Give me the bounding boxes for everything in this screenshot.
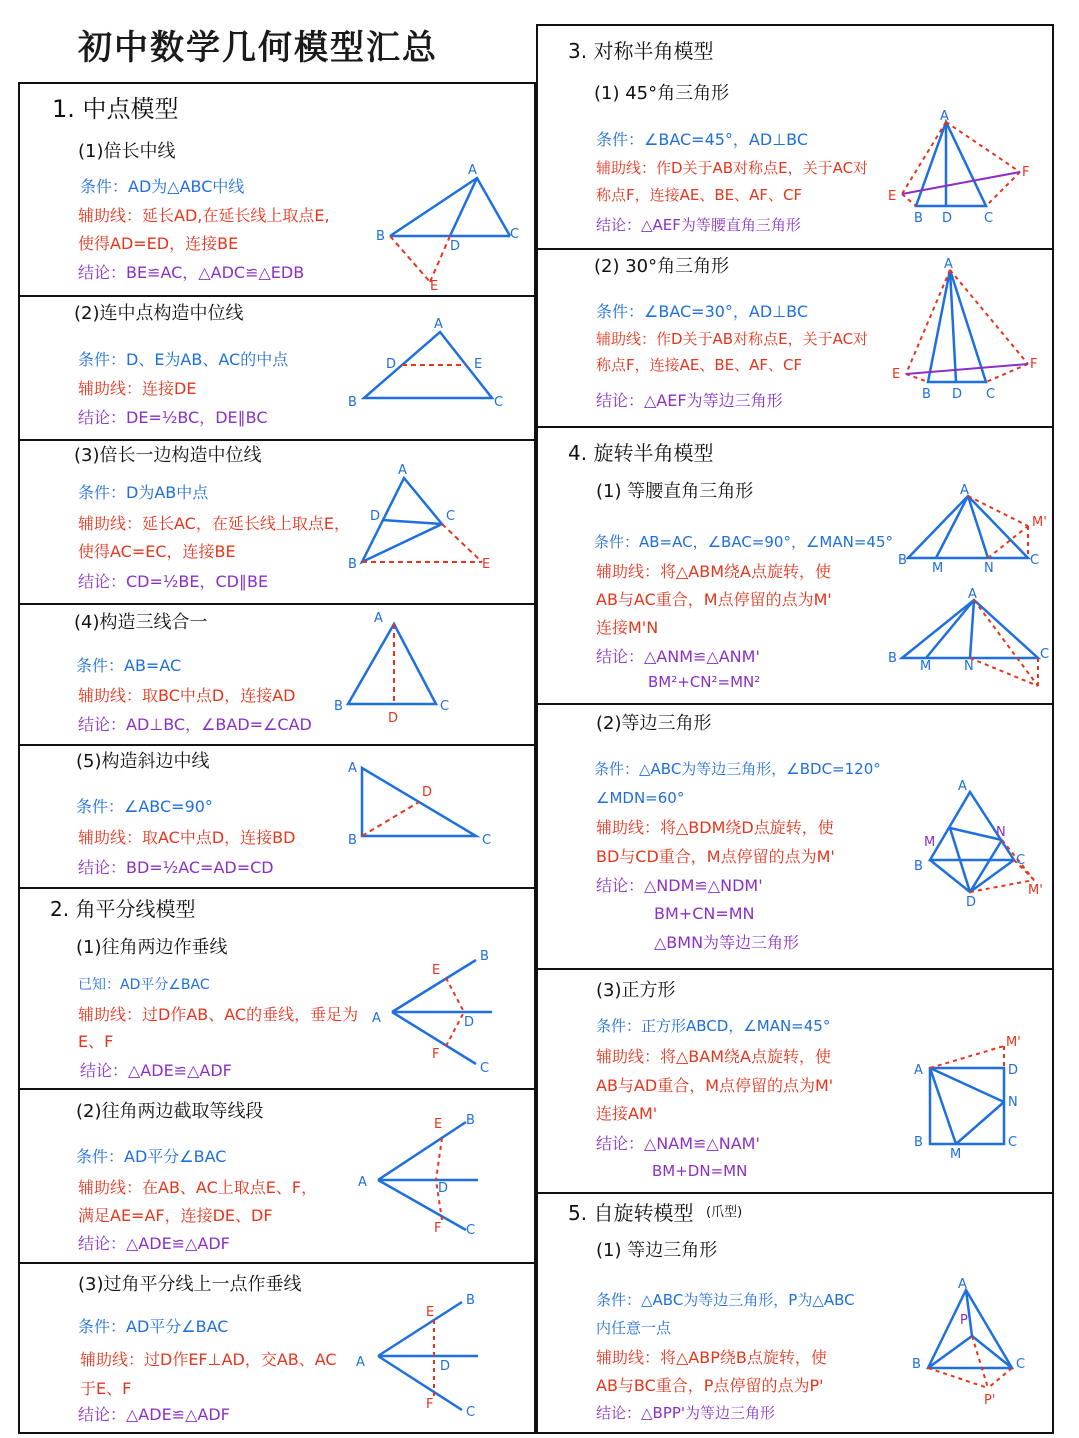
condition-text: 条件：△ABC为等边三角形，∠BDC=120° bbox=[594, 760, 881, 778]
figure-isosceles-median bbox=[332, 608, 462, 728]
aux-line-text: 辅助线：在AB、AC上取点E、F， bbox=[78, 1178, 318, 1197]
section-heading-symmetric: 3. 对称半角模型 bbox=[568, 39, 714, 63]
svg-text:B: B bbox=[898, 553, 907, 568]
aux-line-text: 辅助线：取BC中点D，连接AD bbox=[78, 686, 296, 705]
figure-angle-equal-segments bbox=[350, 1106, 490, 1246]
aux-line-text: 辅助线：将△ABM绕A点旋转，使 bbox=[596, 562, 831, 581]
svg-text:F: F bbox=[1022, 165, 1030, 180]
aux-line-text: 于E、F bbox=[80, 1379, 132, 1398]
svg-text:E: E bbox=[482, 557, 491, 572]
svg-text:D: D bbox=[464, 1015, 475, 1030]
condition-text: 内任意一点 bbox=[596, 1319, 672, 1337]
condition-text: 条件：AB=AC bbox=[76, 656, 182, 675]
svg-text:E: E bbox=[430, 279, 439, 294]
aux-line-text: 满足AE=AF，连接DE、DF bbox=[78, 1206, 273, 1225]
svg-text:E: E bbox=[434, 1117, 443, 1132]
svg-text:F: F bbox=[432, 1047, 440, 1062]
conclusion-text: 结论：△ANM≌△ANM' bbox=[596, 647, 760, 666]
aux-line-text: 辅助线：过D作AB、AC的垂线，垂足为 bbox=[78, 1005, 359, 1024]
condition-text: ∠MDN=60° bbox=[596, 789, 685, 807]
aux-line-text: 使得AC=EC，连接BE bbox=[78, 542, 236, 561]
svg-text:C: C bbox=[482, 833, 492, 848]
subheading: (5)构造斜边中线 bbox=[76, 751, 210, 772]
condition-text: 条件：AD平分∠BAC bbox=[78, 1317, 229, 1336]
svg-text:A: A bbox=[958, 779, 967, 794]
svg-text:F: F bbox=[426, 1397, 434, 1412]
aux-line-text: 辅助线：取AC中点D，连接BD bbox=[78, 828, 296, 847]
aux-line-text: AB与BC重合，P点停留的点为P' bbox=[596, 1376, 824, 1395]
conclusion-text: 结论：BE≌AC，△ADC≌△EDB bbox=[78, 263, 305, 282]
figure-rotate-isosceles-right bbox=[888, 480, 1058, 680]
svg-text:B: B bbox=[914, 1135, 923, 1150]
svg-text:M': M' bbox=[1032, 515, 1047, 530]
svg-text:C: C bbox=[1040, 647, 1050, 662]
svg-text:C: C bbox=[440, 699, 450, 714]
subheading: (1) 等腰直角三角形 bbox=[596, 481, 754, 502]
figure-symmetric-30 bbox=[888, 257, 1048, 402]
svg-text:E: E bbox=[432, 963, 441, 978]
aux-line-text: 辅助线：过D作EF⊥AD，交AB、AC bbox=[80, 1350, 337, 1369]
svg-text:D: D bbox=[386, 357, 397, 372]
svg-text:C: C bbox=[1030, 553, 1040, 568]
svg-text:B: B bbox=[480, 949, 489, 964]
aux-line-text: 称点F，连接AE、BE、AF、CF bbox=[596, 186, 803, 204]
conclusion-text: 结论：△NAM≌△NAM' bbox=[596, 1134, 760, 1153]
aux-line-text: 辅助线：将△BAM绕A点旋转，使 bbox=[596, 1047, 831, 1066]
svg-text:C: C bbox=[494, 395, 504, 410]
condition-text: 已知：AD平分∠BAC bbox=[78, 977, 210, 993]
subheading: (1)往角两边作垂线 bbox=[76, 937, 228, 958]
subheading: (2)等边三角形 bbox=[596, 713, 712, 734]
svg-text:N: N bbox=[984, 561, 994, 576]
svg-text:B: B bbox=[888, 651, 897, 666]
svg-text:C: C bbox=[446, 509, 456, 524]
conclusion-text: 结论：△AEF为等边三角形 bbox=[596, 391, 783, 410]
aux-line-text: 辅助线：将△BDM绕D点旋转，使 bbox=[596, 818, 834, 837]
svg-text:D: D bbox=[952, 387, 963, 402]
aux-line-text: 连接M'N bbox=[596, 618, 659, 637]
conclusion-text: △BMN为等边三角形 bbox=[654, 933, 800, 952]
aux-line-text: AB与AD重合，M点停留的点为M' bbox=[596, 1076, 834, 1095]
svg-text:C: C bbox=[984, 211, 994, 226]
condition-text: 条件：AD为△ABC中线 bbox=[80, 177, 245, 196]
conclusion-text: 结论：BD=½AC=AD=CD bbox=[78, 858, 274, 877]
figure-mid-line bbox=[344, 310, 504, 420]
section-heading-bisector: 2. 角平分线模型 bbox=[50, 897, 196, 921]
conclusion-text: 结论：CD=½BE，CD∥BE bbox=[78, 572, 269, 591]
svg-text:C: C bbox=[1016, 1357, 1026, 1372]
figure-rotate-equilateral bbox=[910, 780, 1060, 920]
svg-text:B: B bbox=[348, 833, 357, 848]
svg-text:N: N bbox=[996, 825, 1006, 840]
aux-line-text: BD与CD重合，M点停留的点为M' bbox=[596, 847, 835, 866]
conclusion-text: 结论：△NDM≌△NDM' bbox=[596, 876, 763, 895]
figure-hypotenuse-median bbox=[344, 756, 504, 856]
svg-text:D: D bbox=[388, 711, 399, 726]
condition-text: 条件：正方形ABCD，∠MAN=45° bbox=[596, 1017, 831, 1035]
figure-extend-side bbox=[344, 458, 514, 578]
svg-text:C: C bbox=[466, 1405, 476, 1420]
section-heading-rotate: 4. 旋转半角模型 bbox=[568, 441, 714, 465]
svg-text:D: D bbox=[440, 1359, 451, 1374]
svg-text:A: A bbox=[944, 257, 953, 272]
svg-text:A: A bbox=[348, 761, 357, 776]
svg-text:D: D bbox=[438, 1181, 449, 1196]
svg-text:B: B bbox=[912, 1357, 921, 1372]
svg-text:B: B bbox=[914, 859, 923, 874]
svg-text:P: P bbox=[960, 1313, 968, 1328]
subheading: (3)正方形 bbox=[596, 980, 676, 1001]
subheading: (1) 45°角三角形 bbox=[594, 83, 730, 104]
svg-text:B: B bbox=[466, 1113, 475, 1128]
section-heading-midpoint: 1. 中点模型 bbox=[52, 95, 179, 123]
svg-text:B: B bbox=[348, 557, 357, 572]
conclusion-text: 结论：DE=½BC，DE∥BC bbox=[78, 408, 268, 427]
section-heading-self-rotate: 5. 自旋转模型 bbox=[568, 1201, 694, 1225]
condition-text: 条件：∠BAC=30°，AD⊥BC bbox=[596, 302, 808, 321]
svg-text:P': P' bbox=[984, 1393, 996, 1408]
condition-text: 条件：D为AB中点 bbox=[78, 483, 209, 502]
subheading: (1)倍长中线 bbox=[78, 141, 176, 162]
conclusion-text: BM+DN=MN bbox=[652, 1162, 748, 1180]
conclusion-text: 结论：△ADE≌△ADF bbox=[78, 1405, 230, 1424]
aux-line-text: 辅助线：作D关于AB对称点E，关于AC对 bbox=[596, 330, 869, 348]
svg-text:A: A bbox=[398, 463, 407, 478]
figure-symmetric-45 bbox=[888, 108, 1048, 238]
subheading: (3)过角平分线上一点作垂线 bbox=[78, 1274, 302, 1295]
svg-text:C: C bbox=[466, 1223, 476, 1238]
svg-text:C: C bbox=[480, 1061, 490, 1076]
svg-text:N: N bbox=[1008, 1095, 1018, 1110]
conclusion-text: BM+CN=MN bbox=[654, 904, 755, 923]
aux-line-text: 辅助线：作D关于AB对称点E，关于AC对 bbox=[596, 159, 869, 177]
svg-text:E: E bbox=[892, 367, 901, 382]
svg-text:A: A bbox=[356, 1355, 365, 1370]
svg-text:A: A bbox=[940, 109, 949, 124]
conclusion-text: 结论：△ADE≌△ADF bbox=[78, 1234, 230, 1253]
svg-text:E: E bbox=[426, 1305, 435, 1320]
subheading: (4)构造三线合一 bbox=[74, 612, 208, 633]
svg-text:M': M' bbox=[1006, 1035, 1021, 1050]
aux-line-text: 辅助线：将△ABP绕B点旋转，使 bbox=[596, 1348, 827, 1367]
conclusion-text: 结论：△AEF为等腰直角三角形 bbox=[596, 216, 801, 234]
svg-text:B: B bbox=[334, 699, 343, 714]
aux-line-text: AB与AC重合，M点停留的点为M' bbox=[596, 590, 832, 609]
svg-text:A: A bbox=[968, 587, 977, 602]
svg-text:B: B bbox=[376, 229, 385, 244]
aux-line-text: 辅助线：延长AC，在延长线上取点E， bbox=[78, 514, 350, 533]
subheading: (2)连中点构造中位线 bbox=[74, 303, 244, 324]
svg-text:A: A bbox=[358, 1175, 367, 1190]
subheading: (2)往角两边截取等线段 bbox=[76, 1101, 264, 1122]
figure-double-median bbox=[372, 156, 532, 296]
aux-line-text: 称点F，连接AE、BE、AF、CF bbox=[596, 356, 803, 374]
svg-text:B: B bbox=[914, 211, 923, 226]
condition-text: 条件：△ABC为等边三角形，P为△ABC bbox=[596, 1291, 855, 1309]
svg-text:D: D bbox=[966, 895, 977, 910]
svg-text:D: D bbox=[1008, 1063, 1019, 1078]
svg-text:B: B bbox=[466, 1293, 475, 1308]
svg-text:D: D bbox=[422, 785, 433, 800]
aux-line-text: 辅助线：延长AD,在延长线上取点E, bbox=[78, 206, 330, 225]
svg-text:A: A bbox=[372, 1011, 381, 1026]
svg-text:M': M' bbox=[1028, 883, 1043, 898]
svg-text:M: M bbox=[950, 1147, 962, 1162]
svg-text:E: E bbox=[888, 189, 897, 204]
subheading: (2) 30°角三角形 bbox=[594, 256, 730, 277]
condition-text: 条件：∠BAC=45°，AD⊥BC bbox=[596, 130, 808, 149]
conclusion-text: BM²+CN²=MN² bbox=[648, 673, 761, 691]
svg-text:A: A bbox=[468, 163, 477, 178]
figure-self-rotate-equilateral bbox=[908, 1270, 1048, 1410]
condition-text: 条件：AD平分∠BAC bbox=[76, 1147, 227, 1166]
svg-text:N: N bbox=[964, 659, 974, 674]
svg-text:A: A bbox=[960, 483, 969, 498]
svg-text:B: B bbox=[348, 395, 357, 410]
figure-angle-cross-perpendicular bbox=[350, 1284, 490, 1424]
svg-text:C: C bbox=[1016, 853, 1026, 868]
aux-line-text: 辅助线：连接DE bbox=[78, 379, 197, 398]
svg-text:A: A bbox=[434, 317, 443, 332]
conclusion-text: 结论：△ADE≌△ADF bbox=[80, 1061, 232, 1080]
svg-text:C: C bbox=[1008, 1135, 1018, 1150]
svg-text:F: F bbox=[1030, 357, 1038, 372]
condition-text: 条件：D、E为AB、AC的中点 bbox=[78, 350, 289, 369]
svg-text:M: M bbox=[924, 835, 936, 850]
svg-text:D: D bbox=[450, 239, 461, 254]
conclusion-text: 结论：△BPP'为等边三角形 bbox=[596, 1404, 776, 1422]
condition-text: 条件：AB=AC，∠BAC=90°，∠MAN=45° bbox=[594, 533, 893, 551]
svg-text:C: C bbox=[510, 227, 520, 242]
svg-text:C: C bbox=[986, 387, 996, 402]
svg-text:A: A bbox=[914, 1063, 923, 1078]
svg-text:D: D bbox=[942, 211, 953, 226]
svg-text:E: E bbox=[474, 357, 483, 372]
aux-line-text: E、F bbox=[78, 1032, 114, 1051]
svg-text:B: B bbox=[922, 387, 931, 402]
figure-rotate-square bbox=[910, 1030, 1050, 1170]
svg-text:F: F bbox=[434, 1221, 442, 1236]
svg-text:M: M bbox=[932, 561, 944, 576]
svg-text:A: A bbox=[958, 1277, 967, 1292]
condition-text: 条件：∠ABC=90° bbox=[76, 797, 213, 816]
section-tag: (爪型) bbox=[706, 1205, 743, 1220]
subheading: (3)倍长一边构造中位线 bbox=[74, 445, 262, 466]
aux-line-text: 使得AD=ED，连接BE bbox=[78, 234, 239, 253]
svg-text:M: M bbox=[920, 659, 932, 674]
figure-angle-perpendiculars bbox=[366, 940, 506, 1080]
subheading: (1) 等边三角形 bbox=[596, 1240, 718, 1261]
conclusion-text: 结论：AD⊥BC，∠BAD=∠CAD bbox=[78, 715, 312, 734]
aux-line-text: 连接AM' bbox=[596, 1104, 658, 1123]
svg-text:A: A bbox=[374, 611, 383, 626]
page-title: 初中数学几何模型汇总 bbox=[78, 28, 438, 68]
svg-text:D: D bbox=[370, 509, 381, 524]
